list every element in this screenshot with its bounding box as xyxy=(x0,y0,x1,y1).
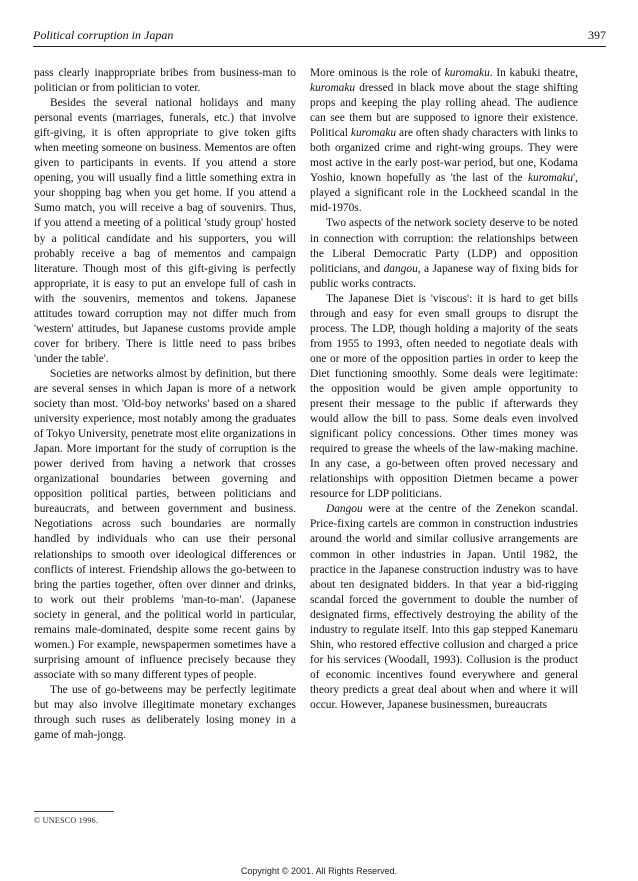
term-kuromaku: kuromaku xyxy=(444,67,490,79)
text-run: Two aspects of the network society deserve to be noted in connection with corruption: the relationships between the Liberal Democratic Party (LDP) and opposition politicians, and xyxy=(310,217,578,275)
footnote-rule xyxy=(34,811,114,812)
text-run: are often shady characters with links to both organized crime and right-wing groups. They were most active in the early post-war period, but one, Kodama Yoshio, known hopefully as 'the last of the xyxy=(310,127,578,185)
footnote: © UNESCO 1996. xyxy=(34,816,99,825)
right-paragraph-4 xyxy=(310,502,578,713)
page-number: 397 xyxy=(588,28,606,42)
header-rule xyxy=(33,46,606,47)
text-run: ', played a significant role in the Lockheed scandal in the mid-1970s. xyxy=(310,172,578,215)
term-kuromaku: kuromaku xyxy=(310,82,356,95)
text-run: . In kabuki theatre, xyxy=(489,67,578,79)
left-column xyxy=(34,66,296,743)
right-paragraph-2 xyxy=(310,216,578,291)
text-run: were at the centre of the Zenekon scandal. Price-fixing cartels are common in construction industries around the world and similar collusive arrangements are common in other industries in Japan. Until 1982, the practice in the Japanese construction industry was to have about ten designated bidders. In that year a bid-rigging scandal forced the government to double the number of designated firms, effectively destroying the ability of the industry to regulate itself. Into this gap stepped Kanemaru Shin, who restored effective collusion and charged a price for his services (Woodall, 1993). Collusion is the product of economic incentives found everywhere and general theory predicts a great deal about when and where it will occur. However, Japanese businessmen, bureaucrats xyxy=(310,503,578,711)
left-paragraph-3: Societies are networks almost by definition, but there are several senses in which Japan is more of a network society than most. 'Old-boy networks' based on a shared university experience, most notably among the graduates of Tokyo University, penetrate most elite organizations in Japan. More important for the study of corruption is the power derived from having a network that crosses organizational boundaries between governing and opposition political parties, between politicians and bureaucrats, and between government and business. Negotiations across such boundaries are normally handled by individuals who can use their personal relationships to smooth over ideological differences or conflicts of interest. Friendship allows the go-between to bring the parties together, often over dinner and drinks, to work out their problems 'man-to-man'. (Japanese society in general, and the political world in particular, remains male-dominated, despite some recent gains by women.) For example, newspapermen sometimes have a surprising amount of influence precisely because they associate with so many different types of people. xyxy=(34,367,296,681)
term-dangou: Dangou xyxy=(326,503,363,516)
text-run: More ominous is the role of xyxy=(310,67,445,79)
right-column xyxy=(310,66,578,713)
right-paragraph-1 xyxy=(310,66,578,216)
left-paragraph-1: pass clearly inappropriate bribes from business-man to politician or from politician to voter. xyxy=(34,67,296,95)
term-dangou: dangou xyxy=(383,262,418,275)
right-paragraph-3: The Japanese Diet is 'viscous': it is hard to get bills through and easy for even small groups to disrupt the process. The LDP, though holding a majority of the seats from 1955 to 1993, often needed to negotiate deals with one or more of the opposition parties in order to keep the Diet functioning smoothly. Some deals were legitimate: the opposition would be given ample opportunity to present their message to the public if afterwards they would allow the bill to pass. Some deals even involved significant policy concessions. Other times money was required to grease the wheels of the law-making machine. In any case, a go-between often proved necessary and relationships with opposition Dietmen became a power resource for LDP politicians. xyxy=(310,292,578,501)
term-kuromaku: kuromaku xyxy=(527,172,574,185)
term-kuromaku: kuromaku xyxy=(350,127,397,140)
copyright-notice: Copyright © 2001. All Rights Reserved. xyxy=(240,866,398,876)
left-paragraph-2: Besides the several national holidays and many personal events (marriages, funerals, etc.) that involve gift-giving, it is often appropriate to give token gifts when meeting someone on business. Mementos are often given to participants in events. If you attend a store opening, you will usually find a little something extra in your shopping bag when you get home. If you attend a Sumo match, you will receive a bag of souvenirs. Thus, if you attend a meeting of a political 'study group' hosted by a political candidate and his supporters, you will probably receive a bag of mementos and campaign literature. Though most of this gift-giving is perfectly appropriate, it is easy to put an envelope full of cash in with the souvenirs, mementos and tokens. Japanese attitudes toward corruption may not differ much from 'western' attitudes, but Japanese customs provide ample cover for bribery. There is little need to pass bribes 'under the table'. xyxy=(34,97,296,365)
text-run: , a Japanese way of fixing bids for public works contracts. xyxy=(310,262,578,290)
text-run: dressed in black move about the stage shifting props and keeping the play rolling ahead. The audience can see them but are supposed to ignore their existence. Political xyxy=(310,82,578,140)
running-title: Political corruption in Japan xyxy=(33,28,174,42)
left-paragraph-4: The use of go-betweens may be perfectly legitimate but may also involve illegitimate monetary exchanges through such ruses as deliberately losing money in a game of mah-jongg. xyxy=(34,683,296,742)
